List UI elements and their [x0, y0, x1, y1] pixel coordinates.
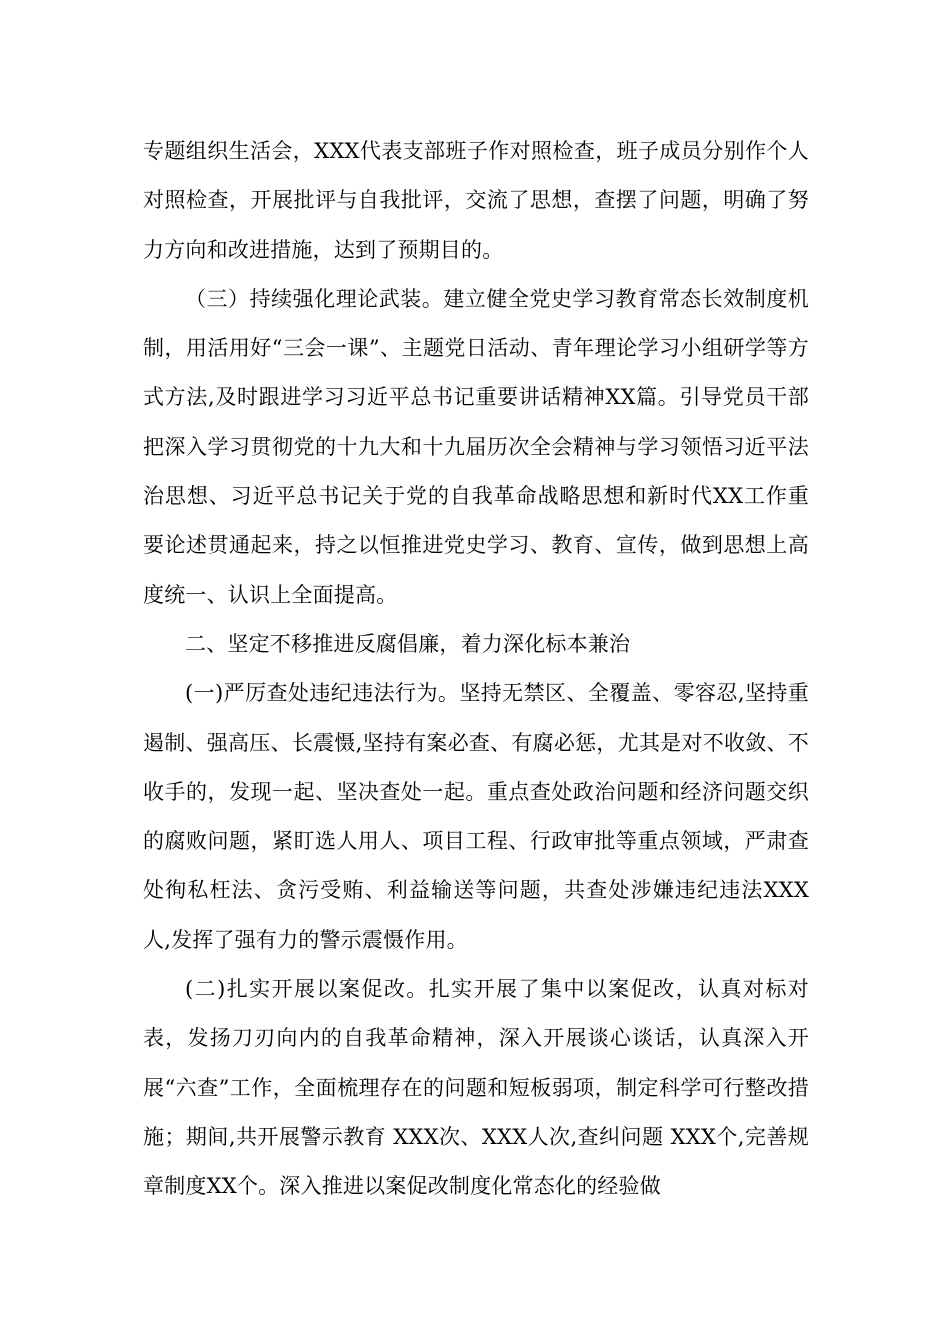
paragraph-theory-study: （三）持续强化理论武装。建立健全党史学习教育常态长效制度机制，用活用好“三会一课”、主题党日活动、青年理论学习小组研学等方式方法,及时跟进学习习近平总书记重要讲话精神XX篇。引导党员干部把深入学习贯彻党的十九大和十九届历次全会精神与学习领悟习近平法治思想、习近平总书记关于党的自我革命战略思想和新时代XX工作重要论述贯通起来，持之以恒推进党史学习、教育、宣传，做到思想上高度统一、认识上全面提高。 — [143, 286, 809, 607]
paragraph-continuation: 专题组织生活会，XXX代表支部班子作对照检查，班子成员分别作个人对照检查，开展批评与自我批评，交流了思想，查摆了问题，明确了努力方向和改进措施，达到了预期目的。 — [143, 139, 809, 262]
section-heading-anti-corruption: 二、坚定不移推进反腐倡廉，着力深化标本兼治 — [185, 631, 631, 656]
paragraph-investigation: (一)严厉查处违纪违法行为。坚持无禁区、全覆盖、零容忍,坚持重遏制、强高压、长震慑,坚持有案必查、有腐必惩，尤其是对不收敛、不收手的，发现一起、坚决查处一起。重点查处政治问题和经济问题交织的腐败问题，紧盯选人用人、项目工程、行政审批等重点领域，严肃查处徇私枉法、贪污受贿、利益输送等问题，共查处涉嫌违纪违法XXX人,发挥了强有力的警示震慑作用。 — [143, 681, 809, 952]
document-body — [143, 127, 809, 1212]
paragraph-case-reform: (二)扎实开展以案促改。扎实开展了集中以案促改，认真对标对表，发扬刀刃向内的自我革命精神，深入开展谈心谈话，认真深入开展“六查”工作，全面梳理存在的问题和短板弱项，制定科学可行整改措施；期间,共开展警示教育 XXX次、XXX人次,查纠问题 XXX个,完善规章制度XX个。深入推进以案促改制度化常态化的经验做 — [143, 977, 809, 1199]
